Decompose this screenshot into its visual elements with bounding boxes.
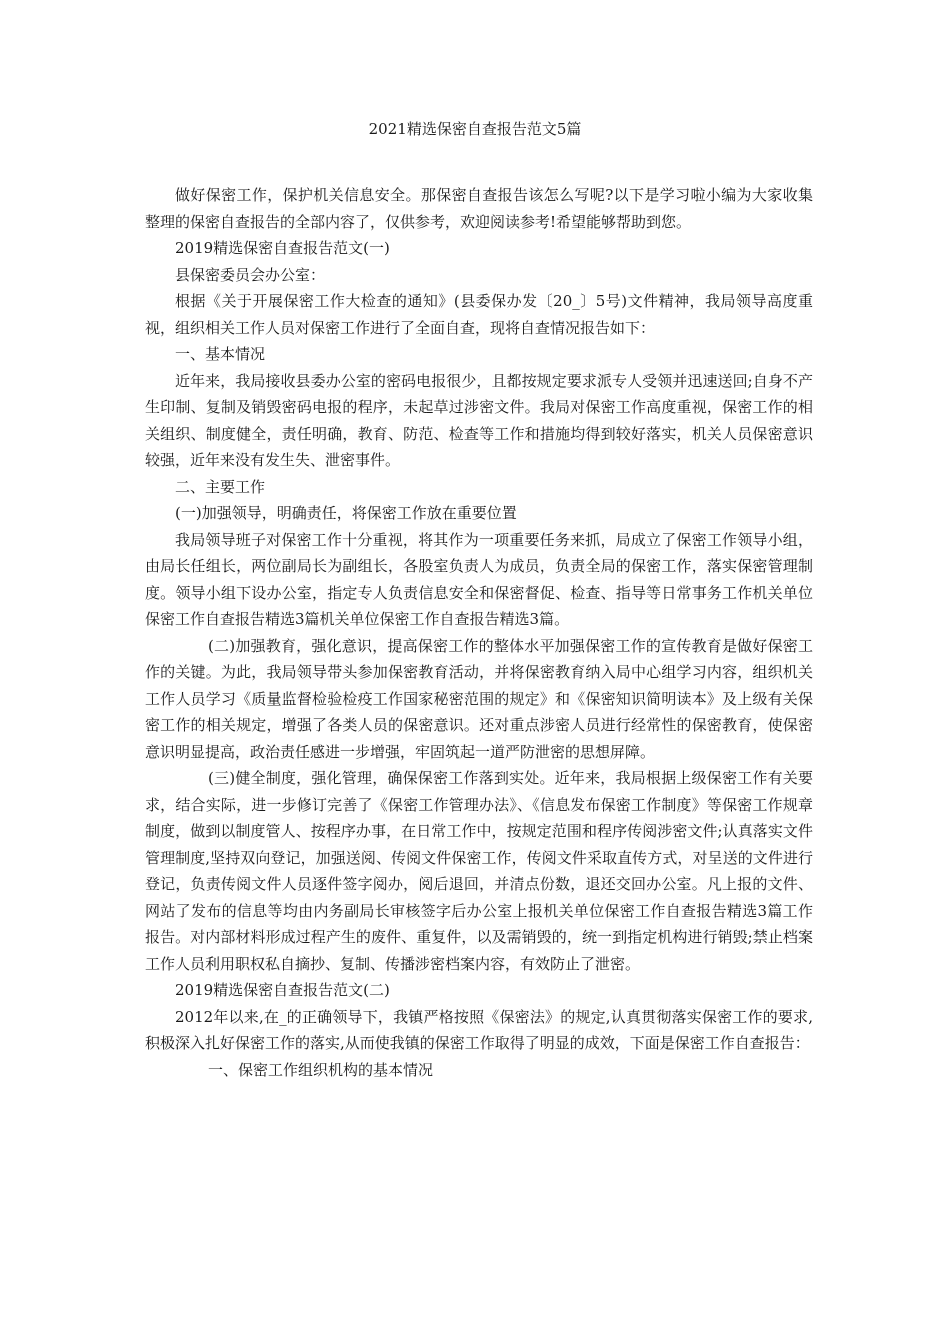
document-body [145, 182, 813, 1083]
paragraph-basic-situation: 近年来，我局接收县委办公室的密码电报很少，且都按规定要求派专人受领并迅速送回;自身不产生印制、复制及销毁密码电报的程序，未起草过涉密文件。我局对保密工作高度重视，保密工作的相关组织、制度健全，责任明确，教育、防范、检查等工作和措施均得到较好落实，机关人员保密意识较强，近年来没有发生失、泄密事件。 [145, 371, 813, 469]
paragraph-leadership: 我局领导班子对保密工作十分重视，将其作为一项重要任务来抓，局成立了保密工作领导小组，由局长任组长，两位副局长为副组长，各股室负责人为成员，负责全局的保密工作，落实保密管理制度。领导小组下设办公室，指定专人负责信息安全和保密督促、检查、指导等日常事务工作机关单位保密工作自查报告精选3篇机关单位保密工作自查报告精选3篇。 [145, 530, 813, 628]
document-title: 2021精选保密自查报告范文5篇 [368, 120, 582, 138]
subheading-leadership: (一)加强领导，明确责任，将保密工作放在重要位置 [175, 504, 517, 522]
section-heading-report-two: 2019精选保密自查报告范文(二) [175, 981, 390, 999]
paragraph-education: (二)加强教育，强化意识，提高保密工作的整体水平加强保密工作的宣传教育是做好保密工作的关键。为此，我局领导带头参加保密教育活动，并将保密教育纳入局中心组学习内容，组织机关工作人员学习《质量监督检验检疫工作国家秘密范围的规定》和《保密知识简明读本》及上级有关保密工作的相关规定，增强了各类人员的保密意识。还对重点涉密人员进行经常性的保密教育，使保密意识明显提高，政治责任感进一步增强，牢固筑起一道严防泄密的思想屏障。 [145, 636, 813, 761]
paragraph-notice: 根据《关于开展保密工作大检查的通知》(县委保办发〔20_〕5号)文件精神，我局领导高度重视，组织相关工作人员对保密工作进行了全面自查，现将自查情况报告如下： [145, 292, 813, 337]
heading-main-work: 二、主要工作 [175, 477, 266, 496]
addressee: 县保密委员会办公室： [175, 265, 326, 284]
section-heading-report-one: 2019精选保密自查报告范文(一) [175, 239, 390, 257]
paragraph-town-report: 2012年以来,在_的正确领导下，我镇严格按照《保密法》的规定,认真贯彻落实保密工作的要求,积极深入扎好保密工作的落实,从而使我镇的保密工作取得了明显的成效，下面是保密工作自查报告： [145, 1007, 813, 1052]
heading-organization: 一、保密工作组织机构的基本情况 [208, 1060, 434, 1079]
heading-basic-situation: 一、基本情况 [175, 345, 266, 363]
paragraph-regulations: (三)健全制度，强化管理，确保保密工作落到实处。近年来，我局根据上级保密工作有关要求，结合实际，进一步修订完善了《保密工作管理办法》、《信息发布保密工作制度》等保密工作规章制度，做到以制度管人、按程序办事，在日常工作中，按规定范围和程序传阅涉密文件;认真落实文件管理制度,坚持双向登记，加强送阅、传阅文件保密工作，传阅文件采取直传方式，对呈送的文件进行登记，负责传阅文件人员逐件签字阅办，阅后退回，并清点份数，退还交回办公室。凡上报的文件、网站了发布的信息等均由内务副局长审核签字后办公室上报机关单位保密工作自查报告精选3篇工作报告。对内部材料形成过程产生的废件、重复件，以及需销毁的，统一到指定机构进行销毁;禁止档案工作人员利用职权私自摘抄、复制、传播涉密档案内容，有效防止了泄密。 [145, 769, 813, 973]
intro-paragraph: 做好保密工作，保护机关信息安全。那保密自查报告该怎么写呢?以下是学习啦小编为大家收集整理的保密自查报告的全部内容了，仅供参考，欢迎阅读参考!希望能够帮助到您。 [145, 186, 813, 231]
